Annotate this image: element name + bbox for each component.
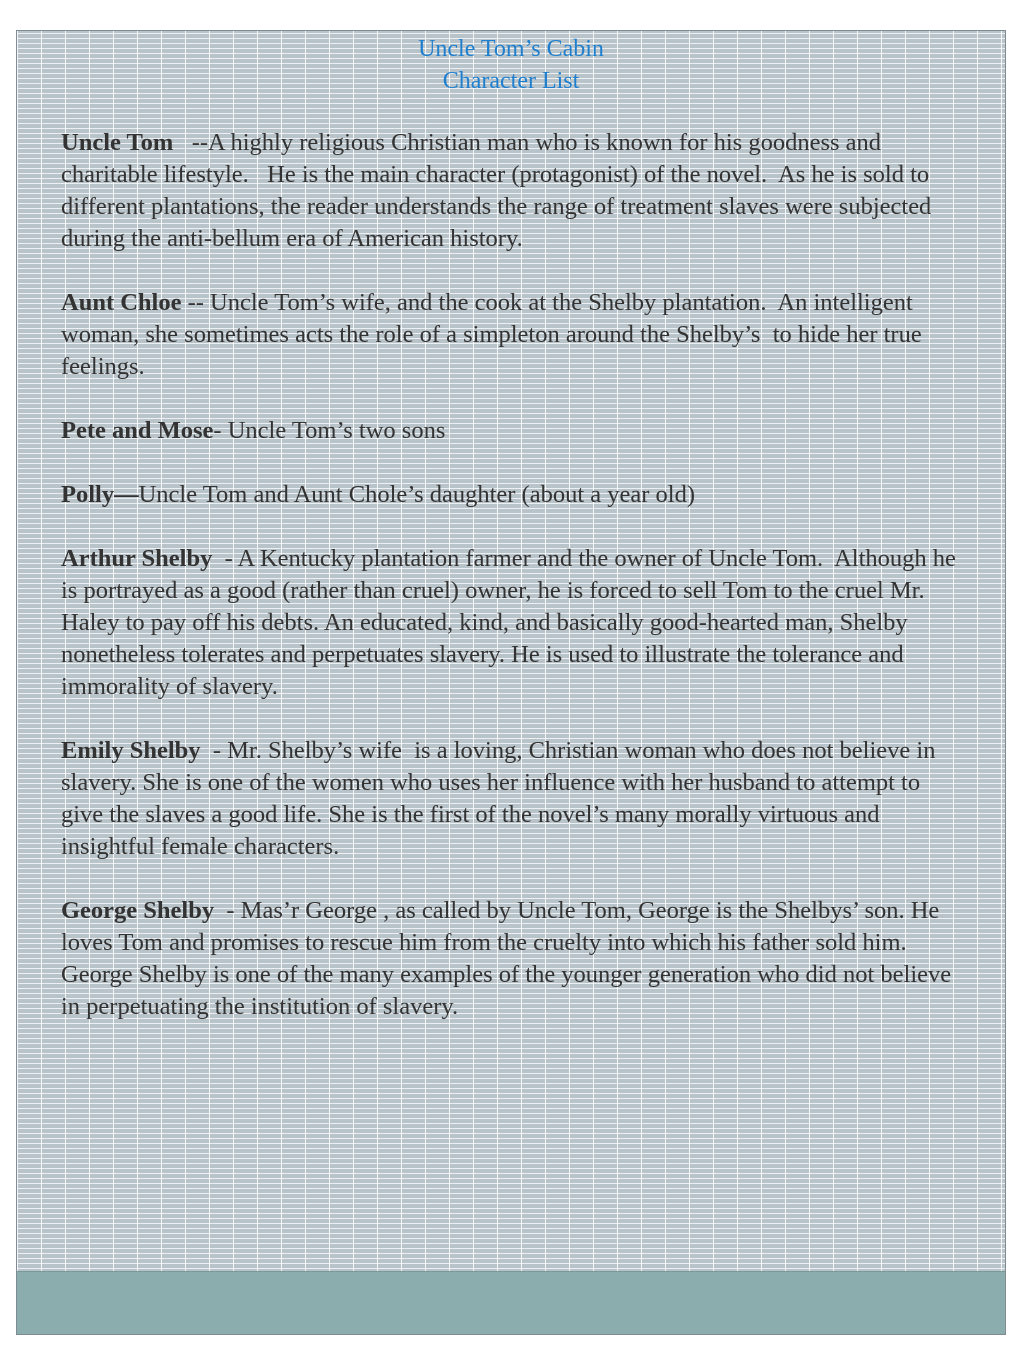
character-description: Uncle Tom and Aunt Chole’s daughter (about a year old) (138, 481, 696, 508)
document-page (16, 30, 1006, 1335)
character-name: Polly— (61, 481, 139, 508)
character-entry-aunt-chloe (61, 287, 965, 383)
character-name: Pete and Mose (61, 417, 214, 444)
character-entry-arthur-shelby (61, 543, 965, 703)
character-description: - A Kentucky plantation farmer and the owner of Uncle Tom. Although he is portrayed as a good (rather than cruel) owner, he is forced to sell Tom to the cruel Mr. Haley to pay off his debts. An educated, kind, and basically good-hearted man, Shelby nonetheless tolerates and perpetuates slavery. He is used to illustrate the tolerance and immorality of slavery. (61, 545, 963, 700)
character-description: --A highly religious Christian man who is known for his goodness and charitable lifestyle. He is the main character (protagonist) of the novel. As he is sold to different plantations, the reader understands the range of treatment slaves were subjected during the anti-bellum era of American history. (61, 129, 944, 252)
character-name: Emily Shelby (61, 737, 201, 764)
character-description: -- Uncle Tom’s wife, and the cook at the Shelby plantation. An intelligent woman, she sometimes acts the role of a simpleton around the Shelby’s to hide her true feelings. (61, 289, 928, 380)
character-name: George Shelby (61, 897, 215, 924)
character-entry-polly (61, 479, 965, 511)
character-name: Arthur Shelby (61, 545, 213, 572)
footer-band (17, 1271, 1005, 1334)
character-description: - Mr. Shelby’s wife is a loving, Christian woman who does not believe in slavery. She is one of the women who uses her influence with her husband to attempt to give the slaves a good life. She is the first of the novel’s many morally virtuous and insightful female characters. (61, 737, 942, 860)
document-title: Uncle Tom’s Cabin (418, 36, 604, 62)
character-name: Aunt Chloe (61, 289, 182, 316)
document-title-block (17, 33, 1005, 97)
character-name: Uncle Tom (61, 129, 174, 156)
character-description: - Uncle Tom’s two sons (213, 417, 446, 444)
character-entry-emily-shelby (61, 735, 965, 863)
document-subtitle: Character List (442, 68, 580, 94)
character-entry-uncle-tom (61, 127, 965, 255)
character-entry-pete-and-mose (61, 415, 965, 447)
character-description: - Mas’r George , as called by Uncle Tom, George is the Shelbys’ son. He loves Tom and promises to rescue him from the cruelty into which his father sold him. George Shelby is one of the many examples of the younger generation who did not believe in perpetuating the institution of slavery. (61, 897, 958, 1020)
character-list (61, 127, 965, 1055)
character-entry-george-shelby (61, 895, 965, 1023)
